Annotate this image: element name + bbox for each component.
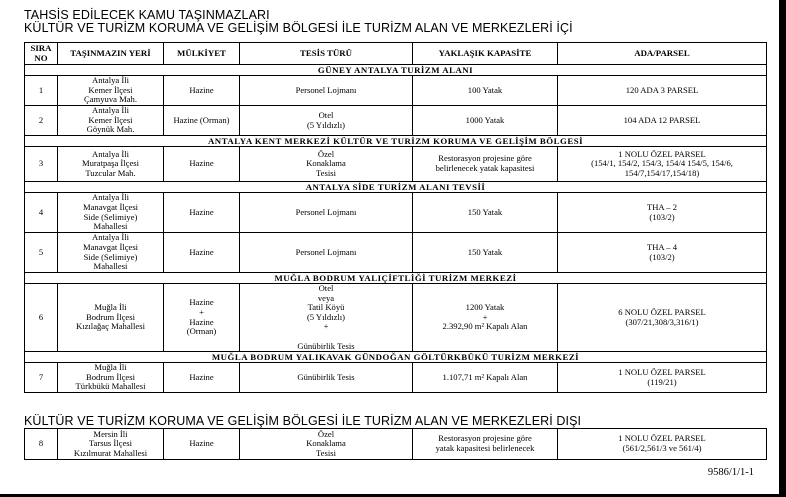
row-number: 3 — [25, 147, 58, 182]
cell-ownership — [164, 233, 240, 273]
location-line: Kemer İlçesi — [88, 84, 133, 95]
location-line: Türkbükü Mahallesi — [75, 381, 146, 392]
cell-location — [58, 284, 164, 352]
location-line: Muğla İli — [94, 362, 127, 373]
ownership-line: Hazine — [189, 371, 214, 382]
cell-ownership — [164, 76, 240, 106]
cell-facility — [240, 233, 413, 273]
row-number: 1 — [25, 76, 58, 106]
capacity-line: belirlenecek yatak kapasitesi — [435, 163, 535, 173]
facility-line: Günübirlik Tesis — [297, 340, 355, 351]
cell-capacity — [413, 193, 558, 233]
table-row — [25, 284, 767, 352]
ownership-line: (Orman) — [186, 326, 217, 337]
cell-capacity — [413, 429, 558, 460]
cell-facility — [240, 363, 413, 393]
facility-line: Konaklama — [306, 158, 346, 169]
parcel-line: 1 NOLU ÖZEL PARSEL — [618, 367, 706, 378]
row-number: 8 — [25, 429, 58, 460]
table-header-row — [25, 43, 767, 65]
cell-facility — [240, 193, 413, 233]
cell-capacity — [413, 76, 558, 106]
cell-capacity — [413, 363, 558, 393]
parcel-line: 120 ADA 3 PARSEL — [625, 84, 699, 95]
location-line: Antalya İli — [92, 192, 129, 203]
parcel-line: THA – 4 — [646, 241, 678, 252]
cell-parcel — [558, 193, 767, 233]
facility-line: Tesisi — [316, 447, 336, 458]
page-subtitle: KÜLTÜR VE TURİZM KORUMA VE GELİŞİM BÖLGESİ İLE TURİZM ALAN VE MERKEZLERİ İÇİ — [24, 21, 573, 35]
section-row — [25, 273, 767, 284]
cell-capacity — [413, 233, 558, 273]
ownership-line: Hazine — [189, 84, 214, 95]
parcel-line: 154/7,154/17,154/18) — [624, 167, 700, 178]
capacity-line: 1000 Yatak — [465, 114, 505, 125]
cell-parcel — [558, 76, 767, 106]
location-line: Antalya İli — [92, 75, 129, 86]
document-code: 9586/1/1-1 — [707, 467, 754, 478]
facility-line: (5 Yıldızlı) — [306, 311, 346, 322]
facility-line: Personel Lojmanı — [295, 84, 357, 95]
capacity-line: 150 Yatak — [467, 206, 503, 217]
location-line: Tuzcular Mah. — [85, 167, 136, 178]
capacity-line: yatak kapasitesi belirlenecek — [435, 443, 535, 453]
row-number: 4 — [25, 193, 58, 233]
capacity-line: 150 Yatak — [467, 246, 503, 257]
cell-ownership — [164, 106, 240, 136]
location-line: Muratpaşa İlçesi — [81, 158, 140, 169]
cell-capacity — [413, 147, 558, 182]
location-line: Tarsus İlçesi — [88, 438, 133, 449]
location-line: Side (Selimiye) — [83, 251, 138, 262]
section-row — [25, 136, 767, 147]
location-line: Çamyuva Mah. — [84, 94, 137, 105]
cell-parcel — [558, 233, 767, 273]
parcel-line: (103/2) — [649, 211, 675, 222]
cell-parcel — [558, 429, 767, 460]
capacity-line: 1200 Yatak — [465, 302, 505, 313]
parcel-line: 6 NOLU ÖZEL PARSEL — [618, 306, 706, 317]
parcel-line: 1 NOLU ÖZEL PARSEL — [618, 433, 706, 444]
facility-line: (5 Yıldızlı) — [306, 119, 346, 130]
header-capacity: YAKLAŞIK KAPASİTE — [413, 43, 558, 65]
cell-capacity — [413, 106, 558, 136]
section-title: MUĞLA BODRUM YALIKAVAK GÜNDOĞAN GÖLTÜRKBÜKÜ TURİZM MERKEZİ — [25, 352, 767, 363]
cell-location — [58, 233, 164, 273]
parcel-line: 104 ADA 12 PARSEL — [623, 114, 701, 125]
facility-line: Konaklama — [306, 438, 346, 449]
section-title: GÜNEY ANTALYA TURİZM ALANI — [25, 65, 767, 76]
capacity-line: Restorasyon projesine göre — [438, 433, 532, 444]
ownership-line: Hazine — [189, 297, 214, 308]
cell-location — [58, 363, 164, 393]
location-line: Antalya İli — [92, 232, 129, 243]
facility-line: Tatil Köyü — [307, 302, 345, 313]
header-ownership: MÜLKİYET — [164, 43, 240, 65]
cell-facility — [240, 284, 413, 352]
section-title: MUĞLA BODRUM YALIÇİFTLİĞİ TURİZM MERKEZİ — [25, 273, 767, 284]
table-row — [25, 147, 767, 182]
facility-line: veya — [317, 292, 335, 303]
cell-ownership — [164, 429, 240, 460]
outside-section-title: KÜLTÜR VE TURİZM KORUMA VE GELİŞİM BÖLGESİ İLE TURİZM ALAN VE MERKEZLERİ DIŞI — [24, 414, 582, 428]
cell-ownership — [164, 193, 240, 233]
ownership-line: Hazine (Orman) — [173, 114, 230, 125]
location-line: Manavgat İlçesi — [82, 241, 139, 252]
ownership-line: Hazine — [189, 246, 214, 257]
location-line: Antalya İli — [92, 105, 129, 116]
facility-line: Otel — [318, 283, 334, 293]
header-facility: TESİS TÜRÜ — [240, 43, 413, 65]
parcel-line: (119/21) — [647, 376, 677, 387]
parcel-line: (561/2,561/3 ve 561/4) — [622, 443, 702, 453]
cell-parcel — [558, 284, 767, 352]
cell-parcel — [558, 106, 767, 136]
allocation-table — [24, 42, 767, 393]
location-line: Göynük Mah. — [86, 124, 135, 135]
location-line: Kemer İlçesi — [88, 114, 133, 125]
capacity-line: Restorasyon projesine göre — [438, 153, 532, 164]
header-parcel: ADA/PARSEL — [558, 43, 767, 65]
row-number: 7 — [25, 363, 58, 393]
table-row — [25, 106, 767, 136]
cell-facility — [240, 106, 413, 136]
capacity-line: 1.107,71 m² Kapalı Alan — [442, 371, 528, 382]
header-location: TAŞINMAZIN YERİ — [58, 43, 164, 65]
facility-line: Personel Lojmanı — [295, 246, 357, 257]
section-row — [25, 182, 767, 193]
cell-location — [58, 429, 164, 460]
cell-location — [58, 193, 164, 233]
ownership-line: Hazine — [189, 158, 214, 169]
location-line: Manavgat İlçesi — [82, 201, 139, 212]
cell-capacity — [413, 284, 558, 352]
parcel-line: 1 NOLU ÖZEL PARSEL — [618, 148, 706, 159]
location-line: Mahallesi — [93, 261, 128, 272]
table-row — [25, 76, 767, 106]
location-line: Kızılmurat Mahallesi — [73, 447, 148, 458]
ownership-line: Hazine — [189, 316, 214, 327]
table-row — [25, 193, 767, 233]
cell-facility — [240, 429, 413, 460]
capacity-line: 100 Yatak — [467, 84, 503, 95]
location-line: Mahallesi — [93, 221, 128, 232]
location-line: Bodrum İlçesi — [86, 311, 135, 322]
parcel-line: (307/21,308/3,316/1) — [625, 316, 699, 327]
cell-ownership — [164, 363, 240, 393]
ownership-line: Hazine — [189, 206, 214, 217]
location-line: Side (Selimiye) — [83, 211, 138, 222]
section-title: ANTALYA KENT MERKEZİ KÜLTÜR VE TURİZM KORUMA VE GELİŞİM BÖLGESİ — [25, 136, 767, 147]
ownership-line: + — [199, 306, 204, 317]
row-number: 5 — [25, 233, 58, 273]
table-row — [25, 363, 767, 393]
cell-facility — [240, 76, 413, 106]
page-title: TAHSİS EDİLECEK KAMU TAŞINMAZLARI — [24, 8, 270, 22]
facility-line: Tesisi — [316, 167, 336, 178]
facility-line: Personel Lojmanı — [295, 206, 357, 217]
cell-ownership — [164, 284, 240, 352]
section-row — [25, 352, 767, 363]
header-sira-no: SIRA NO — [25, 43, 58, 65]
capacity-line: + — [482, 311, 488, 322]
section-title: ANTALYA SİDE TURİZM ALANI TEVSİİ — [25, 182, 767, 193]
outside-allocation-table — [24, 428, 767, 460]
cell-location — [58, 76, 164, 106]
facility-line: Otel — [318, 109, 334, 120]
cell-facility — [240, 147, 413, 182]
cell-ownership — [164, 147, 240, 182]
capacity-line: 2.392,90 m² Kapalı Alan — [442, 321, 528, 332]
table-row — [25, 429, 767, 460]
cell-location — [58, 106, 164, 136]
parcel-line: THA – 2 — [646, 201, 678, 212]
ownership-line: Hazine — [189, 438, 214, 449]
location-line: Kızılağaç Mahallesi — [76, 321, 145, 332]
location-line: Muğla İli — [94, 302, 127, 313]
facility-line: Özel — [317, 148, 335, 159]
facility-line: Özel — [317, 428, 335, 439]
parcel-line: (103/2) — [649, 251, 675, 262]
table-row — [25, 233, 767, 273]
cell-parcel — [558, 363, 767, 393]
facility-line: + — [323, 321, 329, 332]
row-number: 2 — [25, 106, 58, 136]
cell-location — [58, 147, 164, 182]
row-number: 6 — [25, 284, 58, 352]
location-line: Mersin İli — [93, 428, 128, 439]
location-line: Antalya İli — [92, 148, 129, 159]
facility-line: Günübirlik Tesis — [297, 371, 355, 382]
section-row — [25, 65, 767, 76]
cell-parcel — [558, 147, 767, 182]
parcel-line: (154/1, 154/2, 154/3, 154/4 154/5, 154/6, — [591, 158, 733, 169]
location-line: Bodrum İlçesi — [86, 371, 135, 382]
frame-border-right — [779, 0, 786, 497]
